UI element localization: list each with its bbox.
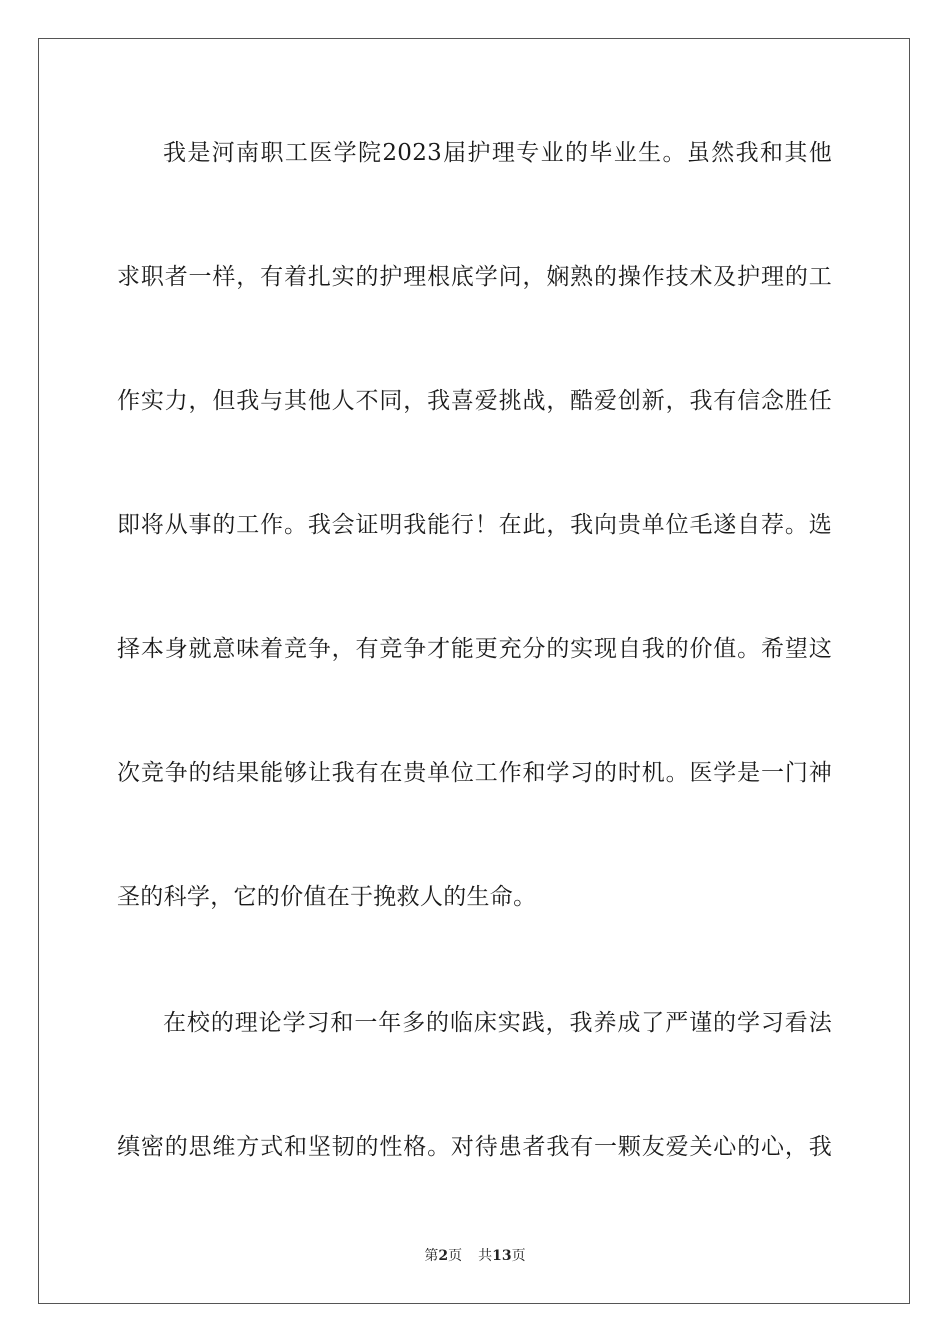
- page-footer: [0, 1246, 950, 1266]
- paragraph-1-line-7: 圣的科学，它的价值在于挽救人的生命。: [117, 884, 537, 910]
- page-suffix: 页: [448, 1248, 463, 1264]
- paragraph-1-line-4: 即将从事的工作。我会证明我能行！在此，我向贵单位毛遂自荐。选: [117, 512, 832, 538]
- total-prefix: 共: [478, 1248, 493, 1264]
- paragraph-1-line-2: 求职者一样，有着扎实的护理根底学问，娴熟的操作技术及护理的工: [117, 264, 832, 290]
- page-number: 2: [438, 1248, 449, 1264]
- page-prefix: 第: [424, 1248, 439, 1264]
- page-border: [38, 38, 910, 1304]
- paragraph-2-line-1: 在校的理论学习和一年多的临床实践，我养成了严谨的学习看法: [163, 1010, 832, 1036]
- paragraph-1-line-6: 次竞争的结果能够让我有在贵单位工作和学习的时机。医学是一门神: [117, 760, 832, 786]
- paragraph-1-line-3: 作实力，但我与其他人不同，我喜爱挑战，酷爱创新，我有信念胜任: [117, 388, 832, 414]
- paragraph-2-line-2: 缜密的思维方式和坚韧的性格。对待患者我有一颗友爱关心的心，我: [117, 1134, 832, 1160]
- total-pages: 13: [492, 1248, 512, 1264]
- total-suffix: 页: [511, 1248, 526, 1264]
- paragraph-1-line-1: 我是河南职工医学院2023届护理专业的毕业生。虽然我和其他: [163, 140, 832, 166]
- paragraph-1-line-5: 择本身就意味着竞争，有竞争才能更充分的实现自我的价值。希望这: [117, 636, 832, 662]
